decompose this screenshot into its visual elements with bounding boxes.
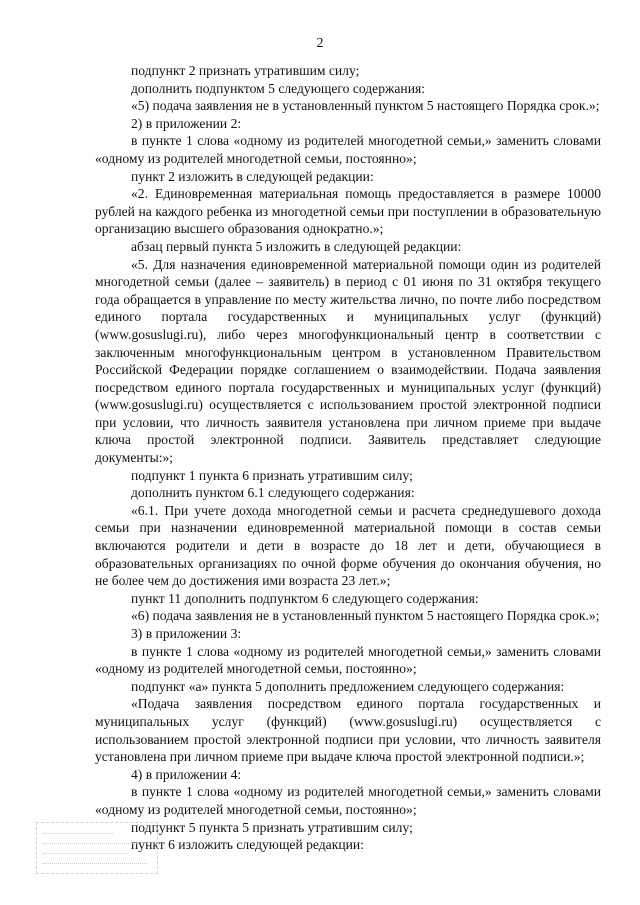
paragraph: «6.1. При учете дохода многодетной семьи и расчета среднедушевого дохода семьи при назначении единовременной материальной помощи в состав семьи включаются родители и дети в возрасте до 18 лет и дети, обучающиеся в образовательных организациях по очной форме обучения до окончания обучения, но не более чем до достижения ими возраста 23 лет.»;: [95, 502, 601, 589]
paragraph: пункт 6 изложить следующей редакции:: [131, 837, 364, 853]
paragraph: пункт 2 изложить в следующей редакции:: [131, 168, 374, 184]
paragraph: 2) в приложении 2:: [131, 115, 242, 131]
paragraph: абзац первый пункта 5 изложить в следующей редакции:: [131, 238, 462, 254]
document-body: [95, 62, 601, 854]
paragraph: «5) подача заявления не в установленный пунктом 5 настоящего Порядка срок.»;: [131, 98, 600, 114]
paragraph: в пункте 1 слова «одному из родителей многодетной семьи,» заменить словами «одному из родителей многодетной семьи, постоянно»;: [95, 643, 601, 677]
page-number: 2: [316, 36, 324, 51]
paragraph: «Подача заявления посредством единого портала государственных и муниципальных услуг (функций) (www.gosuslugi.ru) осуществляется с использованием простой электронной подписи при условии, что личность заявителя установлена при личном приеме при выдаче ключа простой электронной подписи.»;: [95, 696, 601, 765]
paragraph: 4) в приложении 4:: [131, 766, 242, 782]
paragraph: подпункт 5 пункта 5 признать утратившим силу;: [131, 819, 413, 835]
paragraph: подпункт 2 признать утратившим силу;: [131, 63, 360, 78]
paragraph: «5. Для назначения единовременной материальной помощи один из родителей многодетной семьи (далее – заявитель) в период с 01 июня по 31 октября текущего года обращается в управление по месту жительства лично, по почте либо посредством единого портала государственных и муниципальных услуг (функций) (www.gosuslugi.ru), либо через многофункциональный центр в соответствии с заключенным многофункциональным центром в установленном Правительством Российской Федерации порядке соглашением о взаимодействии. Подача заявления посредством единого портала государственных и муниципальных услуг (функций) (www.gosuslugi.ru) осуществляется с использованием простой электронной подписи при условии, что личность заявителя установлена при личном приеме при выдаче ключа простой электронной подписи. Заявитель представляет следующие документы:»;: [95, 256, 601, 466]
paragraph: «2. Единовременная материальная помощь предоставляется в размере 10000 рублей на каждого ребенка из многодетной семьи при поступлении в образовательную организацию высшего образования однократно.»;: [95, 186, 601, 237]
paragraph: подпункт 1 пункта 6 признать утратившим силу;: [131, 467, 413, 483]
paragraph: дополнить пунктом 6.1 следующего содержания:: [131, 485, 415, 501]
paragraph: подпункт «а» пункта 5 дополнить предложением следующего содержания:: [131, 678, 565, 694]
paragraph: «6) подача заявления не в установленный пунктом 5 настоящего Порядка срок.»;: [131, 608, 600, 624]
paragraph: в пункте 1 слова «одному из родителей многодетной семьи,» заменить словами «одному из родителей многодетной семьи, постоянно»;: [95, 133, 601, 166]
paragraph: 3) в приложении 3:: [131, 626, 242, 641]
paragraph: пункт 11 дополнить подпунктом 6 следующего содержания:: [131, 590, 479, 606]
paragraph: в пункте 1 слова «одному из родителей многодетной семьи,» заменить словами «одному из родителей многодетной семьи, постоянно»;: [95, 784, 601, 817]
paragraph: дополнить подпунктом 5 следующего содержания:: [131, 80, 426, 96]
faint-stamp: [36, 822, 158, 874]
